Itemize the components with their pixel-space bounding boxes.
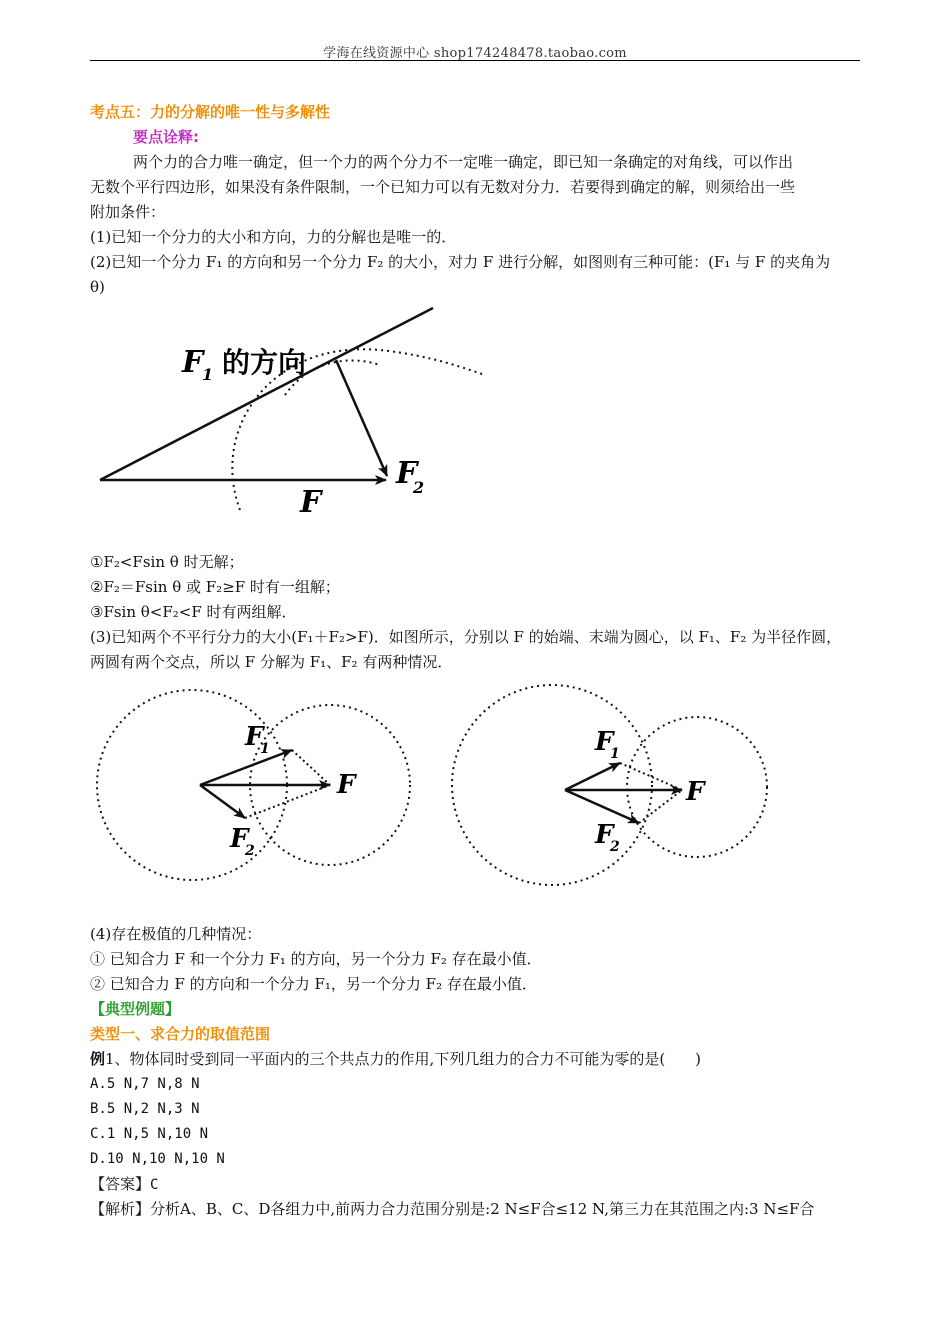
paragraph-line: 两个力的合力唯一确定，但一个力的两个分力不一定唯一确定，即已知一条确定的对角线，可以作出 bbox=[133, 153, 794, 171]
analysis-label: 【解析】 bbox=[90, 1200, 151, 1218]
left-label-f2-sub: 2 bbox=[245, 843, 255, 859]
case-3: ③Fsin θ<F₂<F 时有两组解． bbox=[90, 603, 297, 621]
left-label-f: F bbox=[337, 770, 356, 800]
analysis-text: 分析A、B、C、D各组力中,前两力合力范围分别是:2 N≤F合≤12 N,第三力在其范围之内:3 N≤F合 bbox=[150, 1200, 815, 1218]
right-label-f2: F bbox=[595, 820, 614, 850]
answer-line bbox=[90, 1172, 158, 1198]
left-diagram bbox=[97, 690, 410, 880]
answer-label: 【答案】 bbox=[90, 1175, 151, 1193]
case-1: ①F₂<Fsin θ 时无解； bbox=[90, 553, 244, 571]
item-3-line1: (3)已知两个不平行分力的大小(F₁＋F₂>F)．如图所示，分别以 F 的始端、末端为圆心，以 F₁、F₂ 为半径作圆， bbox=[90, 628, 842, 646]
item-4: (4)存在极值的几种情况： bbox=[90, 925, 262, 943]
item-2-line2: θ) bbox=[90, 278, 105, 296]
right-label-f: F bbox=[686, 777, 705, 807]
paragraph-line: 附加条件： bbox=[90, 203, 166, 221]
left-label-f1-sub: 1 bbox=[260, 741, 270, 757]
label-f1-direction: 的方向 bbox=[222, 346, 307, 379]
right-label-f1-sub: 1 bbox=[610, 746, 620, 762]
right-label-f1: F bbox=[595, 727, 614, 757]
label-f2: F bbox=[396, 456, 418, 491]
label-f: F bbox=[300, 485, 322, 520]
vector-f2 bbox=[336, 360, 387, 476]
section-title: 考点五：力的分解的唯一性与多解性 bbox=[90, 103, 331, 121]
analysis-line bbox=[90, 1197, 814, 1222]
item-3-line2: 两圆有两个交点，所以 F 分解为 F₁、F₂ 有两种情况． bbox=[90, 653, 453, 671]
left-label-f2: F bbox=[230, 824, 249, 854]
figure-two-circles bbox=[90, 675, 790, 890]
option-b: B.5 N,2 N,3 N bbox=[90, 1101, 200, 1117]
item-4-b: ② 已知合力 F 的方向和一个分力 F₁，另一个分力 F₂ 存在最小值． bbox=[90, 975, 537, 993]
label-f1-sub: 1 bbox=[202, 365, 214, 384]
option-a: A.5 N,7 N,8 N bbox=[90, 1076, 200, 1092]
item-1: (1)已知一个分力的大小和方向，力的分解也是唯一的． bbox=[90, 228, 457, 246]
option-d: D.10 N,10 N,10 N bbox=[90, 1151, 225, 1167]
header-divider bbox=[90, 60, 860, 61]
case-2: ②F₂＝Fsin θ 或 F₂≥F 时有一组解； bbox=[90, 578, 340, 596]
answer-value: C bbox=[150, 1177, 159, 1193]
left-label-f1: F bbox=[245, 722, 264, 752]
type-1-heading: 类型一、求合力的取值范围 bbox=[90, 1025, 271, 1043]
right-label-f2-sub: 2 bbox=[610, 839, 620, 855]
f1-direction-line bbox=[100, 308, 433, 480]
example-question bbox=[90, 1047, 701, 1072]
item-4-a: ① 已知合力 F 和一个分力 F₁ 的方向，另一个分力 F₂ 存在最小值． bbox=[90, 950, 542, 968]
page-header: 学海在线资源中心 shop174248478.taobao.com bbox=[323, 46, 627, 61]
label-f2-sub: 2 bbox=[413, 478, 425, 497]
item-2-line1: (2)已知一个分力 F₁ 的方向和另一个分力 F₂ 的大小，对力 F 进行分解，如图则有三种可能：(F₁ 与 F 的夹角为 bbox=[90, 253, 831, 271]
figure-decomposition-direction bbox=[90, 300, 510, 530]
option-c: C.1 N,5 N,10 N bbox=[90, 1126, 209, 1142]
examples-heading: 【典型例题】 bbox=[90, 1000, 181, 1018]
paragraph-line: 无数个平行四边形，如果没有条件限制，一个已知力可以有无数对分力．若要得到确定的解，则须给出一些 bbox=[90, 178, 796, 196]
right-diagram bbox=[452, 685, 767, 885]
example-question-text: 1、物体同时受到同一平面内的三个共点力的作用,下列几组力的合力不可能为零的是( ) bbox=[105, 1050, 702, 1068]
label-f1: F bbox=[182, 345, 204, 380]
section-subtitle: 要点诠释: bbox=[133, 128, 199, 146]
example-prefix: 例 bbox=[90, 1050, 106, 1068]
